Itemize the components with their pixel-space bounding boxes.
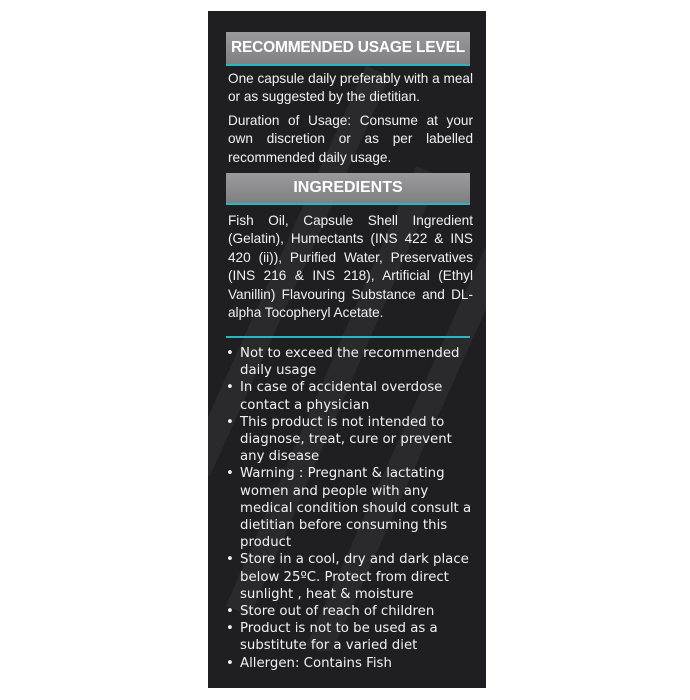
ingredients-text: Fish Oil, Capsule Shell Ingredient (Gelatin), Humectants (INS 422 & INS 420 (ii)), Purified Water, Preservatives (INS 216 & INS 218), Artificial (Ethyl Vanillin) Flavouring Substance and DL-alpha Tocopheryl Acetate. bbox=[228, 213, 473, 321]
bullet-icon: • bbox=[226, 604, 234, 620]
warning-item bbox=[226, 551, 474, 603]
usage-heading: RECOMMENDED USAGE LEVEL bbox=[226, 32, 470, 64]
ingredients-heading: INGREDIENTS bbox=[226, 173, 470, 203]
warning-text: Warning : Pregnant & lactating women and people with any medical condition should consult a dietitian before consuming this product bbox=[240, 466, 472, 551]
bullet-icon: • bbox=[226, 655, 234, 671]
warning-item bbox=[226, 414, 474, 466]
usage-paragraph: One capsule daily preferably with a meal or as suggested by the dietitian. bbox=[228, 71, 473, 105]
warning-item bbox=[226, 620, 474, 654]
bullet-icon: • bbox=[226, 380, 234, 396]
duration-paragraph: Duration of Usage: Consume at your own discretion or as per labelled recommended daily usage. bbox=[228, 113, 473, 165]
warning-text: Store in a cool, dry and dark place below 25ºC. Protect from direct sunlight , heat & moisture bbox=[240, 552, 469, 602]
warning-text: Not to exceed the recommended daily usage bbox=[240, 346, 460, 379]
label-panel bbox=[208, 11, 486, 688]
bullet-icon: • bbox=[226, 346, 234, 361]
usage-heading-underline bbox=[226, 64, 470, 66]
section-divider bbox=[226, 336, 470, 338]
warning-item bbox=[226, 603, 474, 620]
warning-item bbox=[226, 379, 474, 413]
warning-text: Product is not to be used as a substitute for a varied diet bbox=[240, 621, 438, 654]
bullet-icon: • bbox=[226, 466, 234, 482]
warning-text: Allergen: Contains Fish bbox=[240, 655, 392, 671]
bullet-icon: • bbox=[226, 414, 234, 430]
bullet-icon: • bbox=[226, 552, 234, 568]
warning-text: Store out of reach of children bbox=[240, 604, 435, 620]
warning-text: This product is not intended to diagnose, treat, cure or prevent any disease bbox=[240, 414, 452, 465]
bullet-icon: • bbox=[226, 621, 234, 637]
warning-item bbox=[226, 655, 474, 672]
warnings-list bbox=[226, 345, 474, 672]
warning-text: In case of accidental overdose contact a physician bbox=[240, 380, 443, 413]
warning-item bbox=[226, 465, 474, 551]
warning-item bbox=[226, 345, 474, 379]
ingredients-heading-underline bbox=[226, 203, 470, 205]
